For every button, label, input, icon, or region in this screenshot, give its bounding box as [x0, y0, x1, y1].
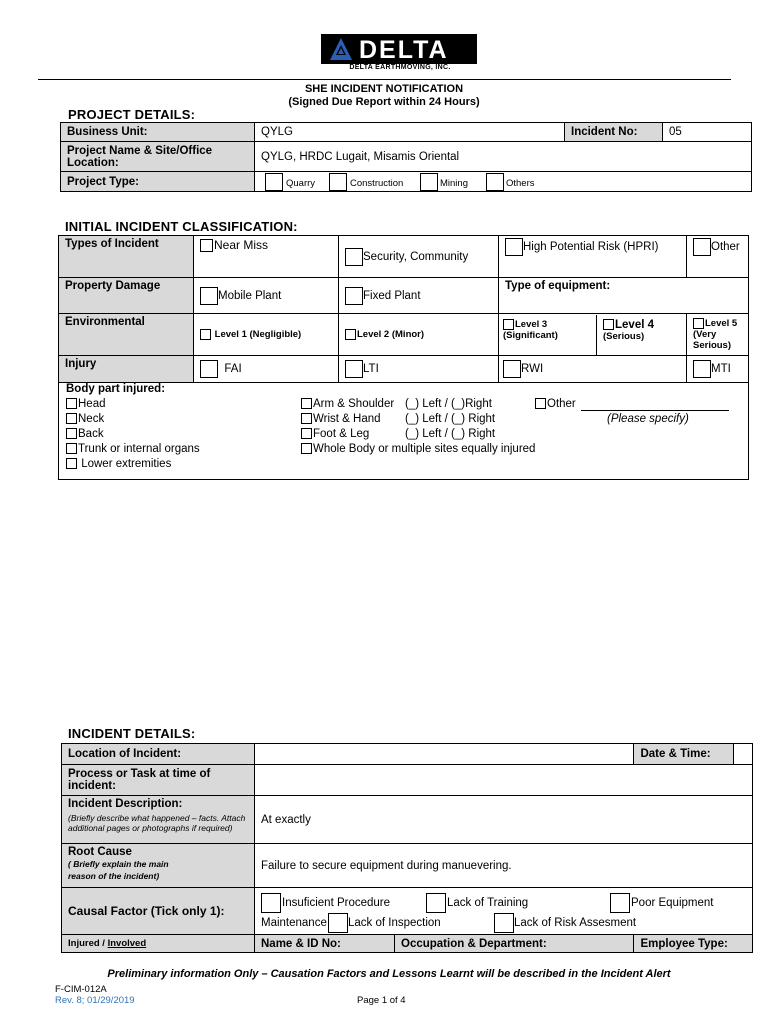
- other-body-option: [535, 398, 576, 410]
- project-name-value[interactable]: QYLG, HRDC Lugait, Misamis Oriental: [255, 142, 752, 172]
- project-details-heading: PROJECT DETAILS:: [68, 107, 196, 122]
- insufficient-procedure-checkbox[interactable]: [261, 893, 281, 913]
- equipment-type-label[interactable]: Type of equipment:: [499, 278, 749, 314]
- causal-factor-options: [255, 888, 753, 935]
- triangle-logo-icon: [329, 37, 353, 61]
- mining-checkbox[interactable]: [420, 173, 438, 191]
- back-checkbox[interactable]: [66, 428, 77, 439]
- lower-extremities-checkbox[interactable]: [66, 458, 77, 469]
- mti-label: MTI: [711, 363, 731, 376]
- whole-body-label: Whole Body or multiple sites equally injured: [313, 443, 536, 455]
- root-cause-label: Root Cause: [68, 846, 132, 858]
- project-type-label: Project Type:: [61, 172, 255, 192]
- level5-checkbox[interactable]: [693, 318, 704, 329]
- level1-checkbox[interactable]: [200, 329, 211, 340]
- maintenance-label: Maintenance: [261, 916, 327, 929]
- business-unit-label: Business Unit:: [61, 123, 255, 142]
- project-name-label: Project Name & Site/Office Location:: [61, 142, 255, 172]
- body-part-label: Body part injured:: [66, 383, 166, 395]
- fixed-plant-cell: [339, 278, 499, 314]
- level4-label: Level 4: [615, 318, 654, 331]
- body-part-section: [58, 382, 749, 480]
- construction-checkbox[interactable]: [329, 173, 347, 191]
- level4-sublabel: (Serious): [603, 330, 645, 342]
- trunk-option: [66, 443, 200, 455]
- quarry-label: Quarry: [286, 177, 316, 189]
- level5-cell: [687, 314, 749, 356]
- wrist-option: [301, 413, 381, 425]
- incident-details-table: [61, 743, 753, 953]
- logo-word: DELTA: [359, 36, 449, 64]
- datetime-value[interactable]: [734, 744, 753, 765]
- name-id-header: Name & ID No:: [255, 935, 395, 953]
- form-code: F-CIM-012A: [55, 984, 107, 995]
- types-of-incident-label: Types of Incident: [59, 236, 194, 278]
- involved-label: Involved: [107, 938, 147, 949]
- lti-checkbox[interactable]: [345, 360, 363, 378]
- arm-side[interactable]: (_) Left / (_)Right: [405, 398, 492, 410]
- incident-no-label: Incident No:: [565, 123, 663, 142]
- lti-cell: [339, 356, 499, 383]
- location-label: Location of Incident:: [62, 744, 255, 765]
- employee-type-header: Employee Type:: [634, 935, 753, 953]
- quarry-checkbox[interactable]: [265, 173, 283, 191]
- lack-of-inspection-checkbox[interactable]: [328, 913, 348, 933]
- level1-cell: [194, 314, 339, 356]
- other-type-checkbox[interactable]: [693, 238, 711, 256]
- lack-of-risk-assessment-checkbox[interactable]: [494, 913, 514, 933]
- mobile-plant-label: Mobile Plant: [218, 289, 282, 302]
- injury-label: Injury: [59, 356, 194, 383]
- rwi-mti-cell: [499, 356, 687, 383]
- other-type-cell: [687, 236, 749, 278]
- header-rule: [38, 79, 731, 80]
- insufficient-procedure-label: Insuficient Procedure: [282, 896, 391, 909]
- level3-cell: [499, 315, 597, 355]
- lti-label: LTI: [363, 363, 379, 376]
- description-value[interactable]: At exactly: [255, 796, 753, 844]
- other-type-label: Other: [711, 241, 740, 254]
- lower-extremities-option: [66, 458, 171, 470]
- arm-option: [301, 398, 394, 410]
- head-checkbox[interactable]: [66, 398, 77, 409]
- poor-equipment-label: Poor Equipment: [631, 896, 714, 909]
- others-checkbox[interactable]: [486, 173, 504, 191]
- neck-option: [66, 413, 104, 425]
- rwi-checkbox[interactable]: [503, 360, 521, 378]
- near-miss-checkbox[interactable]: [200, 239, 213, 252]
- level2-checkbox[interactable]: [345, 329, 356, 340]
- hpri-checkbox[interactable]: [505, 238, 523, 256]
- fai-label: FAI: [224, 363, 242, 376]
- lack-of-inspection-label: Lack of Inspection: [348, 916, 441, 929]
- near-miss-label: Near Miss: [214, 238, 269, 252]
- foot-side[interactable]: (_) Left / (_) Right: [405, 428, 496, 440]
- please-specify-hint: (Please specify): [607, 413, 689, 425]
- fai-cell: [194, 356, 339, 383]
- arm-checkbox[interactable]: [301, 398, 312, 409]
- wrist-side[interactable]: (_) Left / (_) Right: [405, 413, 496, 425]
- process-label: Process or Task at time of incident:: [62, 765, 255, 796]
- level3-checkbox[interactable]: [503, 319, 514, 330]
- other-body-checkbox[interactable]: [535, 398, 546, 409]
- other-specify-line[interactable]: [581, 410, 729, 411]
- others-label: Others: [506, 177, 535, 189]
- incident-no-value[interactable]: 05: [663, 123, 752, 142]
- mining-label: Mining: [440, 177, 468, 189]
- injured-involved-label: [62, 935, 255, 953]
- head-option: [66, 398, 106, 410]
- mti-cell: [687, 356, 749, 383]
- environmental-label: Environmental: [59, 314, 194, 356]
- near-miss-cell: [194, 236, 339, 278]
- trunk-checkbox[interactable]: [66, 443, 77, 454]
- level4-checkbox[interactable]: [603, 319, 614, 330]
- description-label: Incident Description:: [68, 798, 183, 810]
- level2-cell: [339, 314, 499, 356]
- other-body-label: Other: [547, 398, 576, 410]
- level4-cell: [597, 315, 686, 355]
- hpri-label: High Potential Risk (HPRI): [523, 241, 659, 254]
- mti-checkbox[interactable]: [693, 360, 711, 378]
- property-damage-label: Property Damage: [59, 278, 194, 314]
- lack-of-training-checkbox[interactable]: [426, 893, 446, 913]
- trunk-label: Trunk or internal organs: [78, 443, 200, 455]
- incident-details-heading: INCIDENT DETAILS:: [68, 726, 196, 741]
- page-number: Page 1 of 4: [357, 995, 406, 1006]
- lack-of-training-label: Lack of Training: [447, 896, 529, 909]
- poor-equipment-checkbox[interactable]: [610, 893, 630, 913]
- mobile-plant-checkbox[interactable]: [200, 287, 218, 305]
- description-hint: (Briefly describe what happened – facts. Attach additional pages or photographs if required): [68, 813, 246, 833]
- revision-date: Rev. 8; 01/29/2019: [55, 995, 135, 1006]
- back-label: Back: [78, 428, 104, 440]
- business-unit-value[interactable]: QYLG: [255, 123, 565, 142]
- classification-heading: INITIAL INCIDENT CLASSIFICATION:: [65, 219, 298, 234]
- lack-of-risk-assessment-label: Lack of Risk Assesment: [514, 916, 637, 929]
- datetime-label: Date & Time:: [634, 744, 734, 765]
- back-option: [66, 428, 104, 440]
- foot-checkbox[interactable]: [301, 428, 312, 439]
- neck-label: Neck: [78, 413, 105, 425]
- logo-banner: [321, 34, 477, 64]
- mobile-plant-cell: [194, 278, 339, 314]
- level5-label: Level 5 (Very Serious): [693, 318, 738, 351]
- arm-label: Arm & Shoulder: [313, 398, 395, 410]
- classification-table: [58, 235, 749, 383]
- whole-body-checkbox[interactable]: [301, 443, 312, 454]
- fai-checkbox[interactable]: [200, 360, 218, 378]
- occupation-header: Occupation & Department:: [395, 935, 634, 953]
- construction-label: Construction: [350, 177, 404, 189]
- process-value[interactable]: [255, 765, 753, 796]
- level-3-4-cell: [499, 314, 687, 356]
- rwi-label: RWI: [521, 363, 544, 376]
- wrist-label: Wrist & Hand: [313, 413, 381, 425]
- level3-label: Level 3 (Significant): [503, 318, 558, 341]
- company-logo: [321, 34, 477, 72]
- level2-label: Level 2 (Minor): [357, 329, 425, 340]
- lower-extremities-label: Lower extremities: [81, 458, 172, 470]
- injured-label: Injured /: [68, 938, 108, 949]
- fixed-plant-checkbox[interactable]: [345, 287, 363, 305]
- neck-checkbox[interactable]: [66, 413, 77, 424]
- project-type-options: [255, 172, 752, 192]
- rwi-cell: [499, 360, 686, 378]
- level1-label: Level 1 (Negligible): [214, 329, 302, 340]
- security-checkbox[interactable]: [345, 248, 363, 266]
- security-cell: [339, 236, 499, 278]
- root-cause-hint: ( Briefly explain the main reason of the incident): [68, 859, 169, 881]
- root-cause-label-cell: [62, 844, 255, 888]
- logo-subtitle: DELTA EARTHMOVING, INC.: [349, 64, 451, 71]
- whole-body-option: [301, 443, 535, 455]
- foot-option: [301, 428, 369, 440]
- hpri-cell: [499, 236, 687, 278]
- description-label-cell: [62, 796, 255, 844]
- wrist-checkbox[interactable]: [301, 413, 312, 424]
- causal-factor-label: Causal Factor (Tick only 1):: [62, 888, 255, 935]
- root-cause-value[interactable]: Failure to secure equipment during manuevering.: [255, 844, 753, 888]
- security-label: Security, Community: [363, 250, 469, 263]
- preliminary-note: Preliminary information Only – Causation Factors and Lessons Learnt will be described in the Incident Alert: [107, 968, 671, 980]
- document-title: SHE INCIDENT NOTIFICATION: [304, 83, 464, 95]
- fixed-plant-label: Fixed Plant: [363, 289, 421, 302]
- location-value[interactable]: [255, 744, 634, 765]
- head-label: Head: [78, 398, 106, 410]
- foot-label: Foot & Leg: [313, 428, 370, 440]
- project-details-table: [60, 122, 752, 192]
- document-subtitle: (Signed Due Report within 24 Hours): [288, 96, 480, 108]
